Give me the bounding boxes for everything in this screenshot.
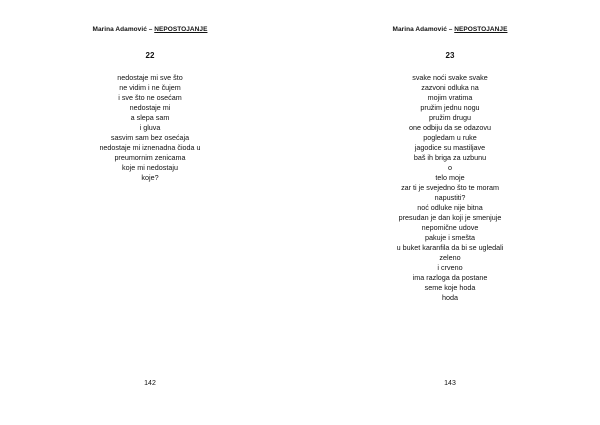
poem-line: nepomične udove [421, 223, 479, 232]
header-book-title: NEPOSTOJANJE [454, 26, 508, 33]
header-book-title: NEPOSTOJANJE [154, 26, 208, 33]
poem-number: 23 [445, 51, 455, 60]
poem-text [0, 73, 300, 183]
poem-line: telo moje [435, 173, 465, 182]
poem-line: a slepa sam [130, 113, 170, 122]
poem-line: sasvim sam bez osećaja [110, 133, 190, 142]
poem-line: svake noći svake svake [412, 73, 488, 82]
poem-line: nedostaje mi iznenadna čioda u [99, 143, 201, 152]
header-author: Marina Adamović – [92, 26, 153, 33]
poem-line: zeleno [439, 253, 461, 262]
poem-line: zar ti je svejedno što te moram [401, 183, 499, 192]
poem-line: u buket karanfila da bi se ugledali [396, 243, 504, 252]
poem-line: ne vidim i ne čujem [119, 83, 181, 92]
header-author: Marina Adamović – [392, 26, 453, 33]
poem-line: pružim drugu [429, 113, 471, 122]
poem-line: i crveno [437, 263, 463, 272]
poem-line: pogledam u ruke [423, 133, 477, 142]
poem-line: o [448, 163, 452, 172]
poem-line: baš ih briga za uzbunu [413, 153, 487, 162]
poem-text [300, 73, 600, 303]
poem-line: i sve što ne osećam [118, 93, 182, 102]
page-number: 142 [144, 380, 156, 387]
running-header [300, 26, 600, 33]
poem-line: napustiti? [434, 193, 466, 202]
poem-line: ima razloga da postane [412, 273, 488, 282]
right-page [300, 0, 600, 425]
poem-line: hoda [442, 293, 458, 302]
poem-line: one odbiju da se odazovu [409, 123, 491, 132]
poem-line: nedostaje mi [129, 103, 171, 112]
poem-line: i gluva [139, 123, 161, 132]
poem-line: presudan je dan koji je smenjuje [398, 213, 502, 222]
poem-line: koje? [141, 173, 159, 182]
poem-line: mojim vratima [427, 93, 473, 102]
poem-line: zazvoni odluka na [421, 83, 479, 92]
page-number: 143 [444, 380, 456, 387]
poem-number: 22 [145, 51, 155, 60]
poem-line: koje mi nedostaju [122, 163, 178, 172]
poem-line: seme koje hoda [424, 283, 476, 292]
poem-line: preumornim zenicama [114, 153, 186, 162]
poem-line: noć odluke nije bitna [417, 203, 483, 212]
poem-line: jagodice su mastiljave [414, 143, 486, 152]
poem-line: pakuje i smešta [425, 233, 475, 242]
running-header [0, 26, 300, 33]
poem-line: pružim jednu nogu [420, 103, 480, 112]
poem-line: nedostaje mi sve što [117, 73, 183, 82]
